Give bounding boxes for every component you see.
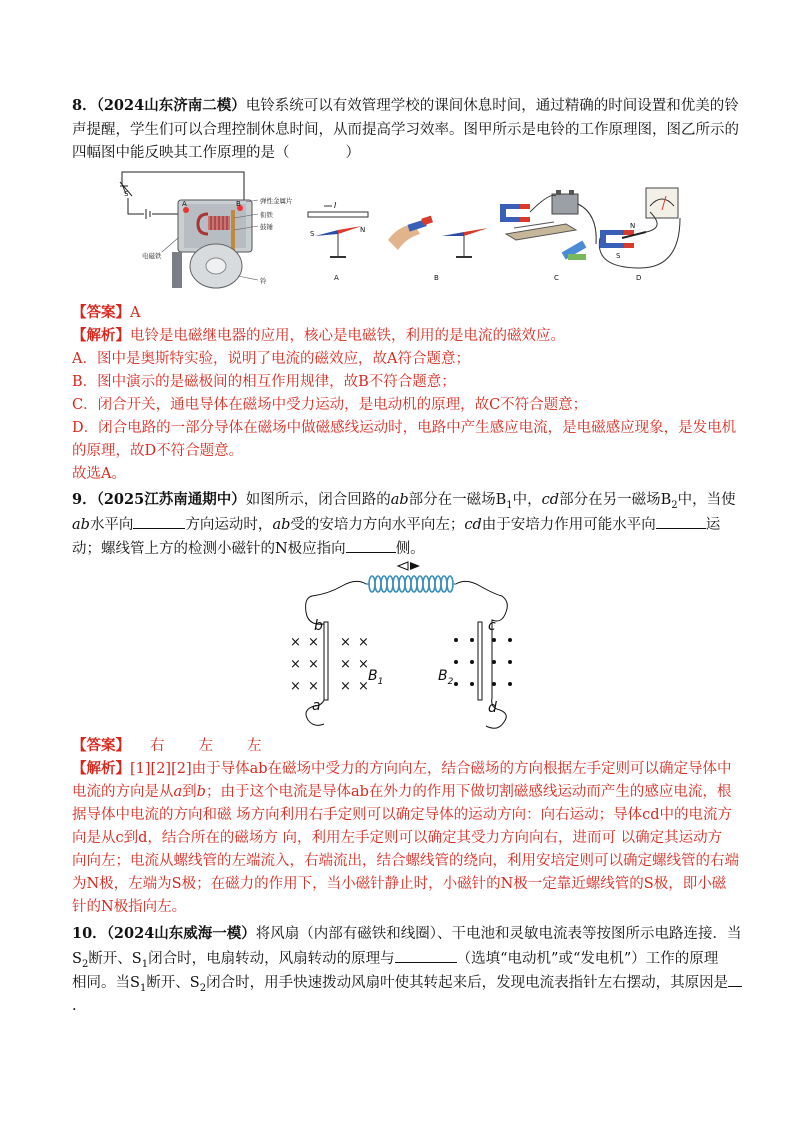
bell-label-switch: S xyxy=(124,190,129,198)
q10-number: 10． xyxy=(72,925,107,942)
q9-number: 9． xyxy=(72,491,97,508)
option-d-label: D xyxy=(636,274,642,282)
q10-line-2 xyxy=(72,948,732,975)
answer-blank[interactable] xyxy=(656,514,706,529)
q10-line-1 xyxy=(72,924,742,944)
option-b-figure xyxy=(388,216,488,282)
text-run: 向向左；电流从螺线管的左端流入，右端流出，结合螺线管的绕向，利用安培定则可以确定螺线管的右端 xyxy=(72,853,739,869)
text-run: 闭合时，用手快速拨动风扇叶使其转起来后，发现电流表指针左右摆动，其原因是 xyxy=(206,975,729,991)
q9-analysis-line-5 xyxy=(72,874,732,894)
text-run: 由于安培力作用可能水平向 xyxy=(481,517,656,533)
q9-text-1 xyxy=(245,492,736,511)
subscript: 2 xyxy=(199,982,207,994)
option-d-s: S xyxy=(616,252,621,260)
q9-answer-label: 【答案】 xyxy=(72,737,130,754)
text-run: [1][2][2]由于导体ab在磁场中受力的方向向左，结合磁场的方向根据左手定则可以确定导体中 xyxy=(130,761,732,777)
answer-blank[interactable] xyxy=(346,538,396,553)
text-run: 侧。 xyxy=(395,541,425,557)
subscript: 2 xyxy=(671,499,678,511)
q9-analysis-line-1 xyxy=(72,782,732,802)
q9-answer-3: 左 xyxy=(247,738,262,754)
q8-analysis-line-6: 故选A。 xyxy=(72,466,126,482)
text-run: 断开、S xyxy=(146,975,200,991)
text-run: （选填“电动机”或“发电机”）工作的原理 xyxy=(456,951,719,967)
text-run: 向是从c到d，结合所在的磁场方 向，利用左手定则可以确定其受力方向向右，进而可 以确定其运动方 xyxy=(72,830,723,846)
italic-symbol: cd xyxy=(541,492,560,508)
text-run: S xyxy=(72,951,82,967)
text-run: 受的安培力方向水平向左； xyxy=(290,517,465,533)
q9-analysis-text-0 xyxy=(130,761,732,777)
loop-diagram xyxy=(282,560,522,728)
option-c-label: C xyxy=(554,274,559,282)
text-run: 如图所示，闭合回路的 xyxy=(245,492,391,508)
q10-source: （2024山东威海一模） xyxy=(106,925,256,942)
q9-analysis-line-4 xyxy=(72,851,739,871)
subscript: 1 xyxy=(506,499,513,511)
svg-text:×: × xyxy=(290,635,301,650)
text-run: 方向运动时， xyxy=(185,517,273,533)
text-run: 针的N极指向左。 xyxy=(72,899,187,915)
option-b-label: B xyxy=(434,274,439,282)
bell-label-iron: 衔铁 xyxy=(260,211,273,219)
q8-answer: A xyxy=(130,305,141,321)
bell-label-b: B xyxy=(236,200,241,208)
svg-text:×: × xyxy=(358,657,369,672)
q8-analysis-line-4: D．闭合电路的一部分导体在磁场中做磁感线运动时，电路中产生感应电流，是电磁感应现象，是发电机 xyxy=(72,420,737,436)
option-c-figure xyxy=(500,190,596,282)
bell-label-bell: 铃 xyxy=(260,277,267,285)
text-run: 为N极，左端为S极；在磁力的作用下，当小磁针静止时，小磁针的N极一定靠近螺线管的S极，即小磁 xyxy=(72,876,727,892)
q8-analysis-line-1: A．图中是奥斯特实验，说明了电流的磁效应，故A符合题意； xyxy=(72,351,470,367)
subscript: 2 xyxy=(81,958,89,970)
svg-text:×: × xyxy=(308,657,319,672)
options-diagram xyxy=(300,184,700,286)
svg-text:×: × xyxy=(308,635,319,650)
current-label: I xyxy=(334,201,337,210)
q8-analysis-line-2: B．图中演示的是磁极间的相互作用规律，故B不符合题意； xyxy=(72,374,456,390)
q9-analysis-line-6 xyxy=(72,897,732,917)
text-run: 部分在一磁场B xyxy=(408,492,507,508)
field-b2-dots xyxy=(454,638,512,686)
q9-analysis-line-3 xyxy=(72,828,732,848)
q8-answer-line xyxy=(72,303,732,323)
answer-blank[interactable] xyxy=(133,514,185,529)
label-b: b xyxy=(314,618,323,634)
q8-line-2: 声提醒，学生们可以合理控制休息时间，从而提高学习效率。图甲所示是电铃的工作原理图，图乙所示的 xyxy=(72,122,739,138)
q9-line-2 xyxy=(72,514,732,535)
text-run: 到 xyxy=(182,784,197,800)
text-run: 相同。当S xyxy=(72,975,140,991)
svg-text:×: × xyxy=(358,635,369,650)
italic-symbol: ab xyxy=(272,517,291,533)
svg-text:×: × xyxy=(358,679,369,694)
q9-source: （2025江苏南通期中） xyxy=(96,491,246,508)
svg-text:×: × xyxy=(290,679,301,694)
subscript: 1 xyxy=(141,958,149,970)
q8-analysis-text-0: 电铃是电磁继电器的应用，核心是电磁铁，利用的是电流的磁效应。 xyxy=(130,328,565,344)
text-run: 水平向 xyxy=(89,517,134,533)
q9-answer-2: 左 xyxy=(198,738,213,754)
bell-diagram xyxy=(112,168,293,292)
svg-text:×: × xyxy=(290,657,301,672)
q9-analysis-line-0 xyxy=(72,759,732,779)
italic-symbol: a xyxy=(173,784,183,800)
text-run: ；由于这个电流是导体ab在外力的作用下做切割磁感线运动而产生的感应电流，根 xyxy=(205,784,732,800)
q9-line-3 xyxy=(72,538,732,559)
subscript: 1 xyxy=(139,982,147,994)
italic-symbol: b xyxy=(196,784,206,800)
label-b1: $B_1$ xyxy=(368,668,384,687)
q8-line-1 xyxy=(72,96,739,116)
text-run: 据导体中电流的方向和磁 场方向利用右手定则可以确定导体的运动方向：向右运动；导体cd中的电流方 xyxy=(72,807,733,823)
label-c: c xyxy=(488,618,496,634)
text-run: 闭合时，电扇转动，风扇转动的原理与 xyxy=(148,951,395,967)
option-a-figure xyxy=(308,201,368,282)
svg-text:×: × xyxy=(340,635,351,650)
q8-number: 8． xyxy=(72,97,97,114)
q9-answer-1: 右 xyxy=(150,738,165,754)
bell-label-spring: 弹性金属片 xyxy=(260,197,293,205)
field-b1-crosses xyxy=(290,635,369,694)
q8-analysis-line-5: 的原理，故D不符合题意。 xyxy=(72,443,244,459)
italic-symbol: cd xyxy=(464,517,482,533)
option-d-n: N xyxy=(630,222,636,230)
q8-analysis-line-3: C．闭合开关，通电导体在磁场中受力运动，是电动机的原理，故C不符合题意； xyxy=(72,397,588,413)
italic-symbol: ab xyxy=(390,492,409,508)
q8-text-3: 四幅图中能反映其工作原理的是（ xyxy=(72,145,290,161)
label-b2: $B_2$ xyxy=(438,668,454,687)
q9-analysis-line-2 xyxy=(72,805,732,825)
text-run: 中，当使 xyxy=(677,492,736,508)
answer-blank[interactable] xyxy=(395,948,457,963)
text-run: 电流的方向是从 xyxy=(72,784,174,800)
q8-paren-close: ） xyxy=(345,145,360,161)
q10-text-1: 将风扇（内部有磁铁和线圈）、干电池和灵敏电流表等按图所示电路连接．当 xyxy=(255,926,742,942)
text-run: 部分在另一磁场B xyxy=(559,492,672,508)
text-run: 动；螺线管上方的检测小磁针的N极应指向 xyxy=(72,541,346,557)
text-run: 中， xyxy=(512,492,542,508)
label-a: a xyxy=(312,698,321,714)
bell-label-electromagnet: 电磁铁 xyxy=(142,252,162,260)
label-d: d xyxy=(488,700,497,716)
q8-analysis-label: 【解析】 xyxy=(72,327,130,344)
option-a-s: S xyxy=(310,230,315,238)
svg-text:×: × xyxy=(340,679,351,694)
q8-source: （2024山东济南二模） xyxy=(96,97,246,114)
option-d-figure xyxy=(599,188,680,282)
q9-answer-line xyxy=(72,736,732,756)
italic-symbol: ab xyxy=(72,517,90,533)
text-run: 断开、S xyxy=(88,951,142,967)
bell-label-a: A xyxy=(182,200,187,208)
option-a-n: N xyxy=(360,226,366,234)
answer-blank[interactable] xyxy=(728,972,742,987)
q8-analysis-line-0 xyxy=(72,326,732,346)
option-a-label: A xyxy=(334,274,339,282)
q8-text-1: 电铃系统可以有效管理学校的课间休息时间，通过精确的时间设置和优美的铃 xyxy=(245,98,739,114)
bell-label-hammer: 鼓锤 xyxy=(260,223,273,231)
solenoid xyxy=(366,576,456,592)
q9-line-1 xyxy=(72,490,736,516)
svg-text:×: × xyxy=(308,679,319,694)
q10-line-3 xyxy=(72,972,732,999)
q8-line-3 xyxy=(72,143,732,163)
q9-analysis-label: 【解析】 xyxy=(72,760,130,777)
svg-text:×: × xyxy=(340,657,351,672)
q8-answer-label: 【答案】 xyxy=(72,304,130,321)
q10-line-4: . xyxy=(72,998,77,1014)
text-run: 运 xyxy=(705,517,721,533)
